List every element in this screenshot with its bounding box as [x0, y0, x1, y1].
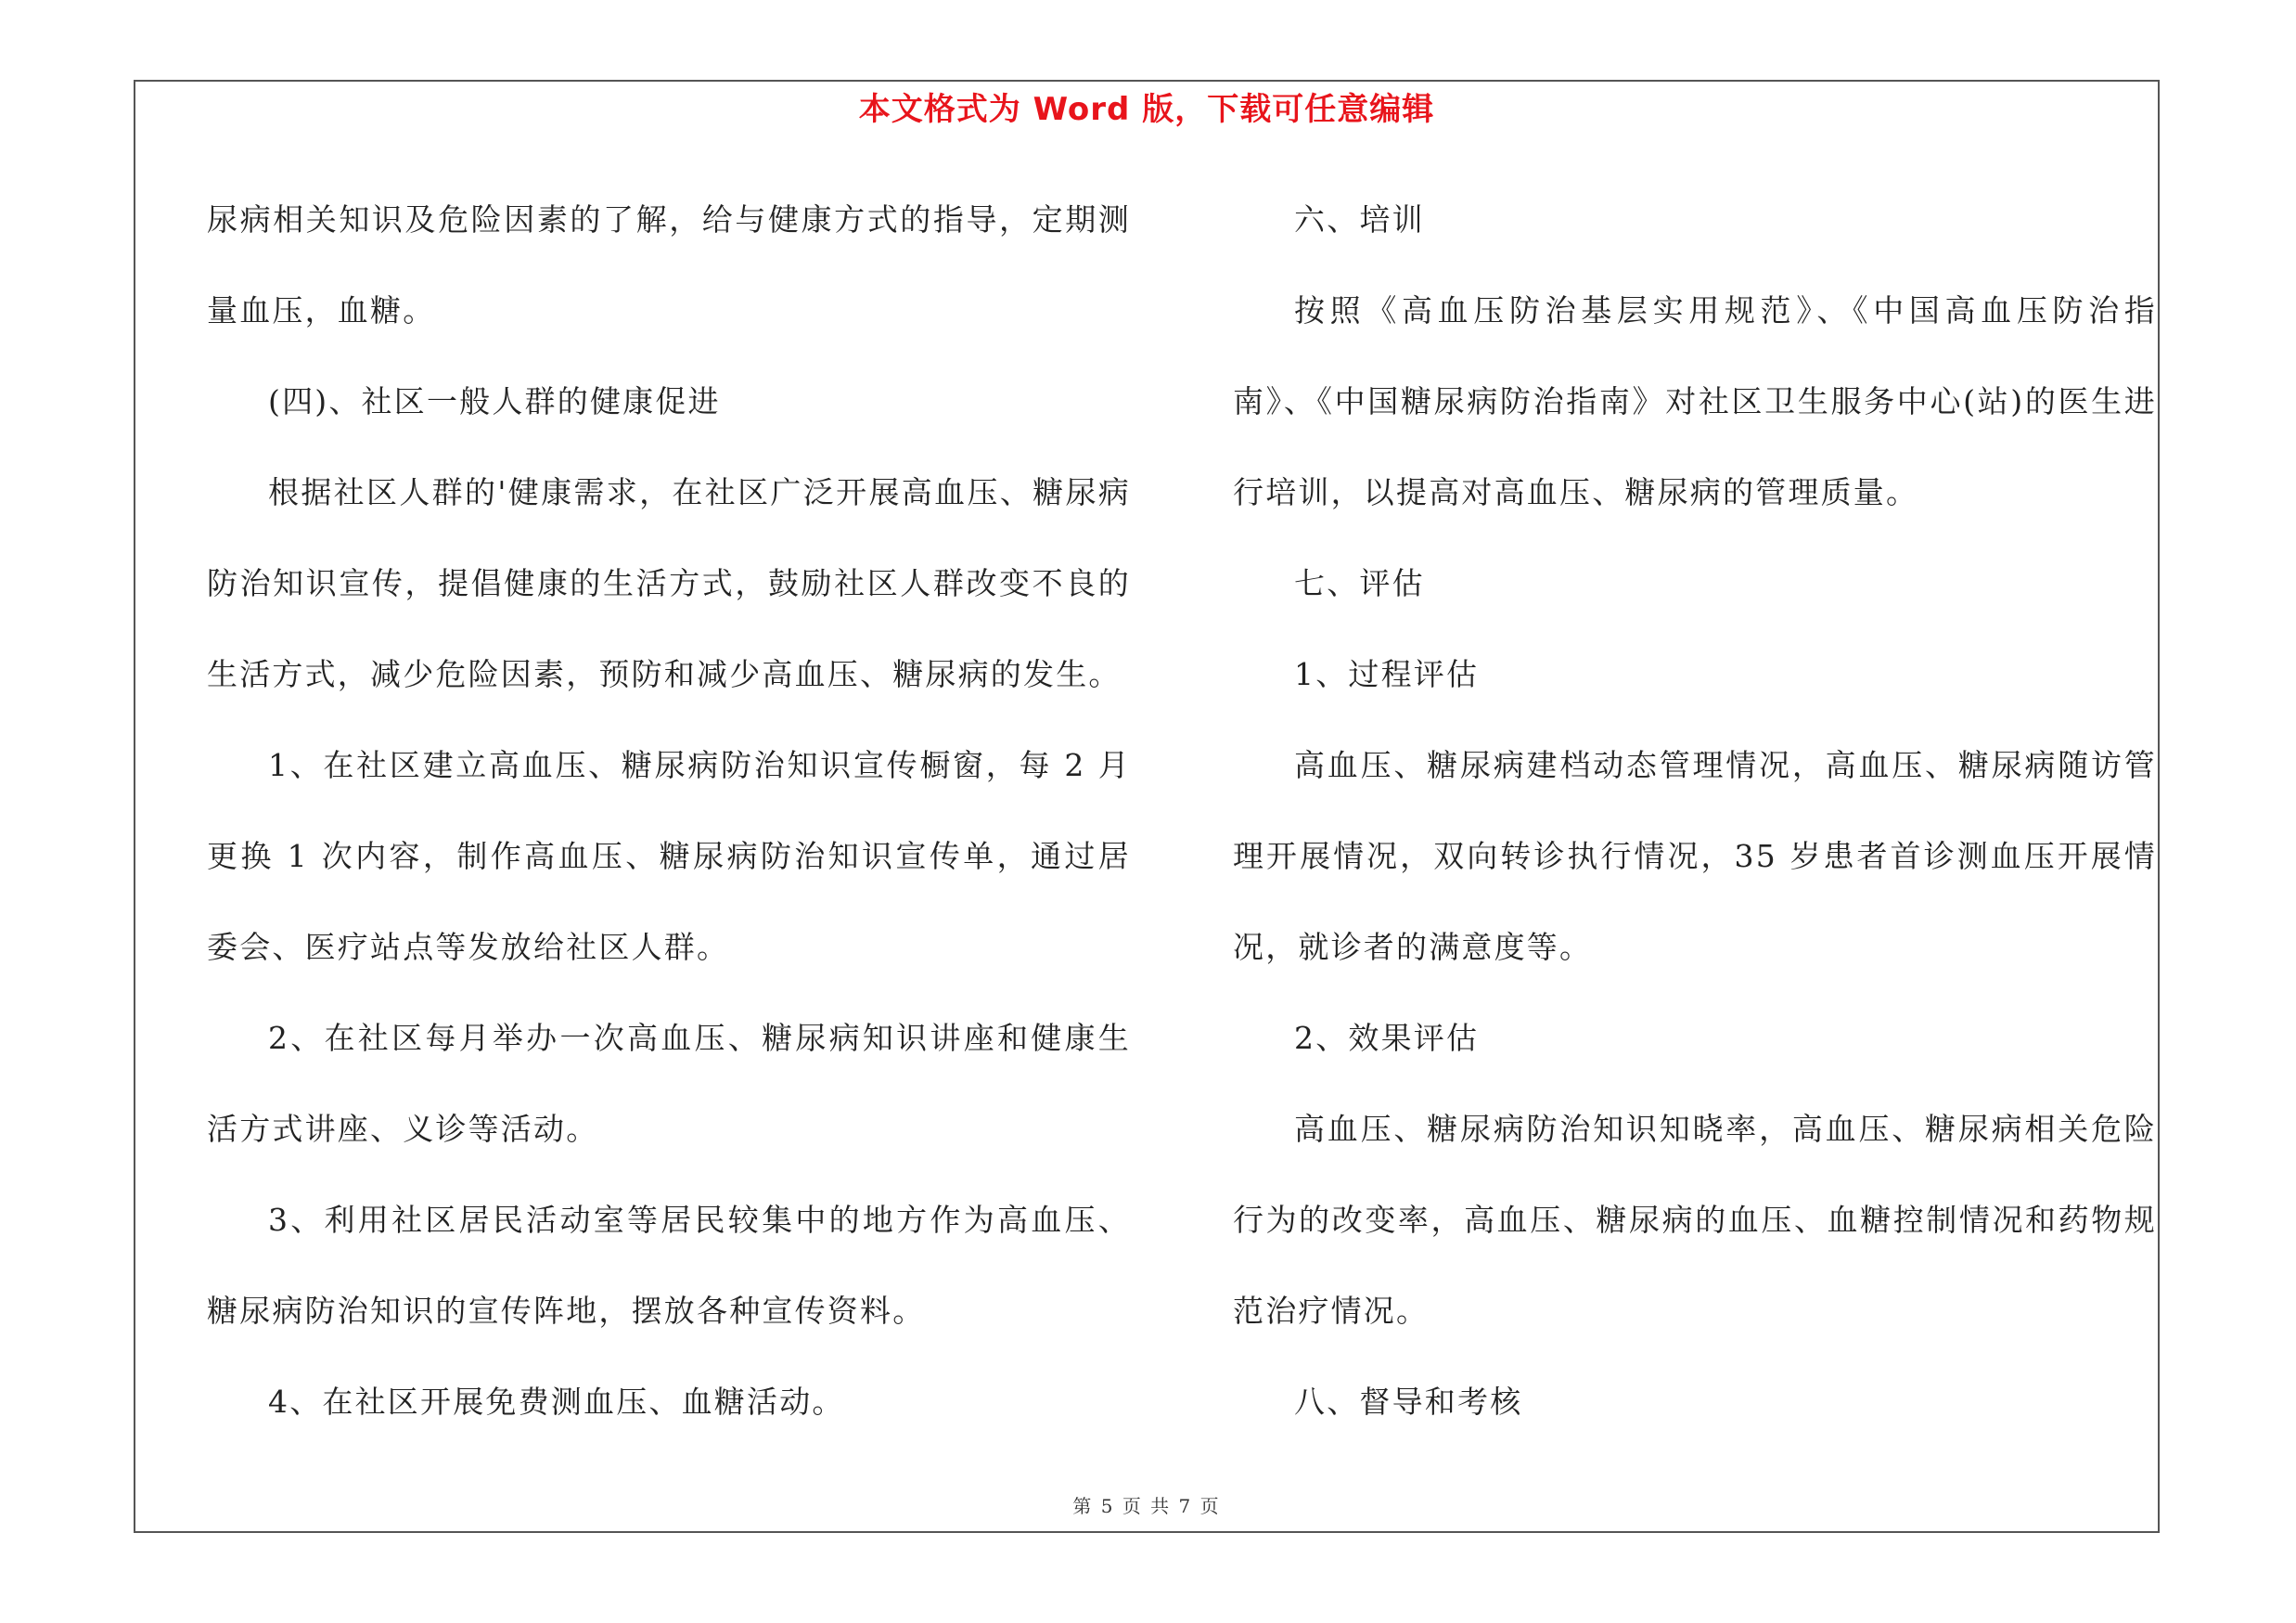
- paragraph: 高血压、糖尿病建档动态管理情况，高血压、糖尿病随访管理开展情况，双向转诊执行情况，35 岁患者首诊测血压开展情况，就诊者的满意度等。: [1233, 747, 2157, 965]
- paragraph: 按照《高血压防治基层实用规范》、《中国高血压防治指南》、《中国糖尿病防治指南》对社区卫生服务中心(站)的医生进行培训，以提高对高血压、糖尿病的管理质量。: [1233, 292, 2157, 510]
- subsection-heading: 1、过程评估: [1294, 656, 1480, 692]
- list-item: 4、在社区开展免费测血压、血糖活动。: [268, 1384, 845, 1420]
- section-heading: (四)、社区一般人群的健康促进: [268, 383, 721, 419]
- section-heading: 八、督导和考核: [1294, 1384, 1523, 1420]
- paragraph: 根据社区人群的'健康需求，在社区广泛开展高血压、糖尿病防治知识宣传，提倡健康的生活方式，鼓励社区人群改变不良的生活方式，减少危险因素，预防和减少高血压、糖尿病的发生。: [207, 474, 1131, 692]
- page-number-footer: 第 5 页 共 7 页: [1072, 1495, 1221, 1517]
- section-heading: 六、培训: [1294, 201, 1425, 238]
- list-item: 3、利用社区居民活动室等居民较集中的地方作为高血压、糖尿病防治知识的宣传阵地，摆放各种宣传资料。: [207, 1202, 1131, 1329]
- paragraph: 尿病相关知识及危险因素的了解，给与健康方式的指导，定期测量血压，血糖。: [207, 201, 1131, 328]
- right-column: [1233, 174, 2157, 1448]
- left-column: [207, 174, 1131, 1448]
- paragraph: 高血压、糖尿病防治知识知晓率，高血压、糖尿病相关危险行为的改变率，高血压、糖尿病的血压、血糖控制情况和药物规范治疗情况。: [1233, 1111, 2157, 1329]
- list-item: 1、在社区建立高血压、糖尿病防治知识宣传橱窗，每 2 月更换 1 次内容，制作高血压、糖尿病防治知识宣传单，通过居委会、医疗站点等发放给社区人群。: [207, 747, 1131, 965]
- section-heading: 七、评估: [1294, 565, 1425, 601]
- word-format-banner: 本文格式为 Word 版，下载可任意编辑: [858, 91, 1435, 128]
- subsection-heading: 2、效果评估: [1294, 1020, 1480, 1056]
- list-item: 2、在社区每月举办一次高血压、糖尿病知识讲座和健康生活方式讲座、义诊等活动。: [207, 1020, 1131, 1147]
- page-frame: [134, 80, 2160, 1533]
